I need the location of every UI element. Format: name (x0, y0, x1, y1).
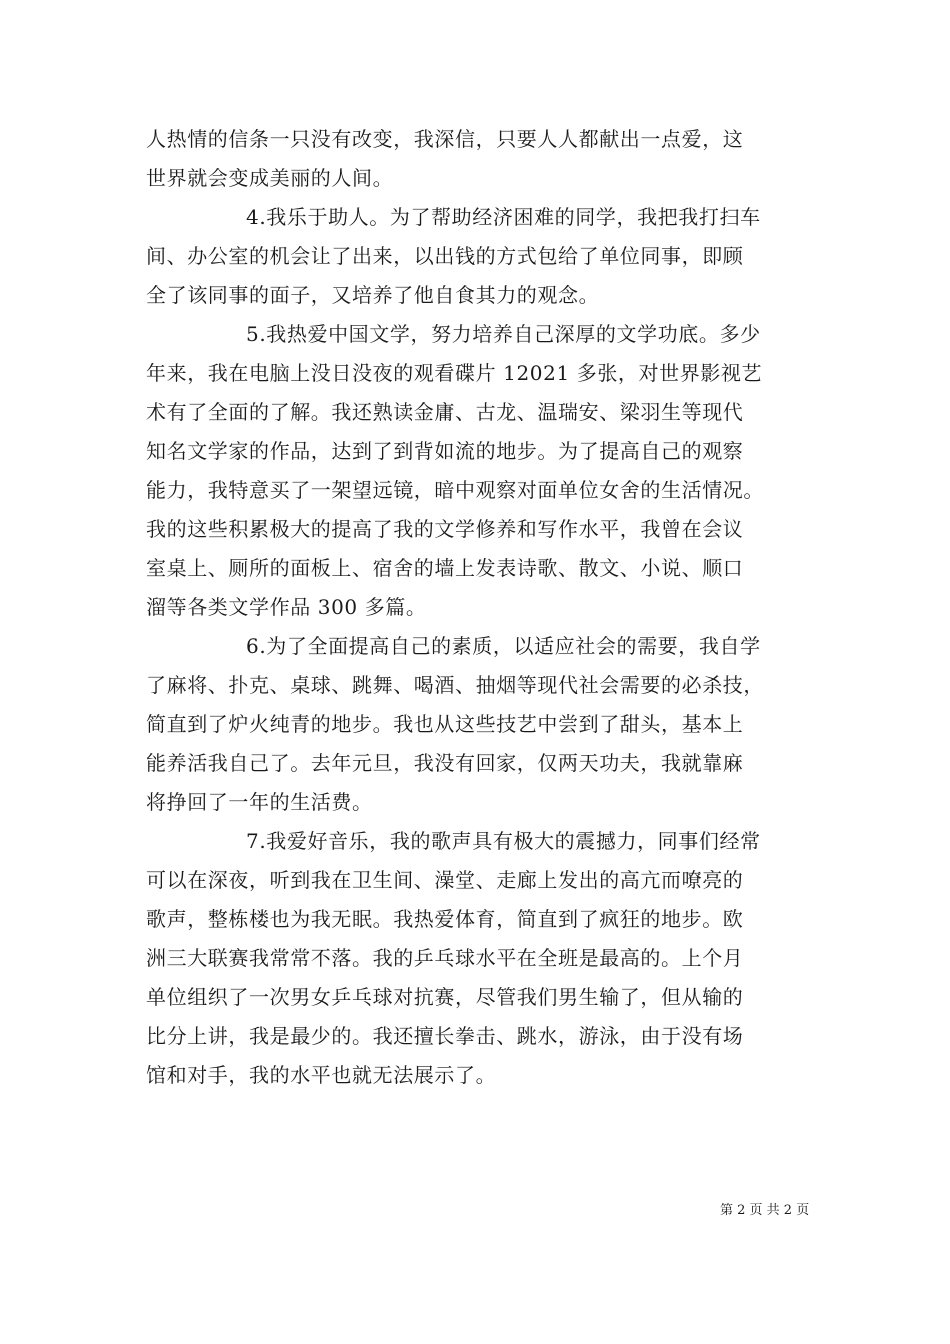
text-line: 比分上讲，我是最少的。我还擅长拳击、跳水，游泳，由于没有场 (146, 1024, 744, 1048)
text-line: 可以在深夜，听到我在卫生间、澡堂、走廊上发出的高亢而嘹亮的 (146, 868, 744, 892)
text-line: 能养活我自己了。去年元旦，我没有回家，仅两天功夫，我就靠麻 (146, 751, 744, 775)
paragraph-7-first-line: 7.我爱好音乐，我的歌声具有极大的震撼力，同事们经常 (246, 829, 761, 853)
paragraph-5-first-line: 5.我热爱中国文学，努力培养自己深厚的文学功底。多少 (246, 322, 761, 346)
text-line: 溜等各类文学作品 300 多篇。 (146, 595, 427, 619)
text-line: 知名文学家的作品，达到了到背如流的地步。为了提高自己的观察 (146, 439, 744, 463)
text-line: 馆和对手，我的水平也就无法展示了。 (146, 1063, 497, 1087)
paragraph-6-first-line: 6.为了全面提高自己的素质，以适应社会的需要，我自学 (246, 634, 761, 658)
text-line: 全了该同事的面子，又培养了他自食其力的观念。 (146, 283, 600, 307)
page-number-footer: 第 2 页 共 2 页 (720, 1203, 810, 1218)
text-line: 人热情的信条一只没有改变，我深信，只要人人都献出一点爱，这 (146, 127, 744, 151)
text-line: 年来，我在电脑上没日没夜的观看碟片 12021 多张，对世界影视艺 (146, 361, 763, 385)
text-line: 简直到了炉火纯青的地步。我也从这些技艺中尝到了甜头，基本上 (146, 712, 744, 736)
paragraph-4-first-line: 4.我乐于助人。为了帮助经济困难的同学，我把我打扫车 (246, 205, 761, 229)
text-line: 歌声，整栋楼也为我无眠。我热爱体育，简直到了疯狂的地步。欧 (146, 907, 744, 931)
text-line: 洲三大联赛我常常不落。我的乒乓球水平在全班是最高的。上个月 (146, 946, 744, 970)
text-line: 室桌上、厕所的面板上、宿舍的墙上发表诗歌、散文、小说、顺口 (146, 556, 744, 580)
text-line: 间、办公室的机会让了出来，以出钱的方式包给了单位同事，即顾 (146, 244, 744, 268)
text-line: 能力，我特意买了一架望远镜，暗中观察对面单位女舍的生活情况。 (146, 478, 764, 502)
body-text (146, 120, 811, 1095)
text-line: 了麻将、扑克、桌球、跳舞、喝酒、抽烟等现代社会需要的必杀技， (146, 673, 764, 697)
text-line: 单位组织了一次男女乒乓球对抗赛，尽管我们男生输了，但从输的 (146, 985, 744, 1009)
text-line: 术有了全面的了解。我还熟读金庸、古龙、温瑞安、梁羽生等现代 (146, 400, 744, 424)
text-line: 世界就会变成美丽的人间。 (146, 166, 394, 190)
text-line: 将挣回了一年的生活费。 (146, 790, 373, 814)
text-line: 我的这些积累极大的提高了我的文学修养和写作水平，我曾在会议 (146, 517, 744, 541)
